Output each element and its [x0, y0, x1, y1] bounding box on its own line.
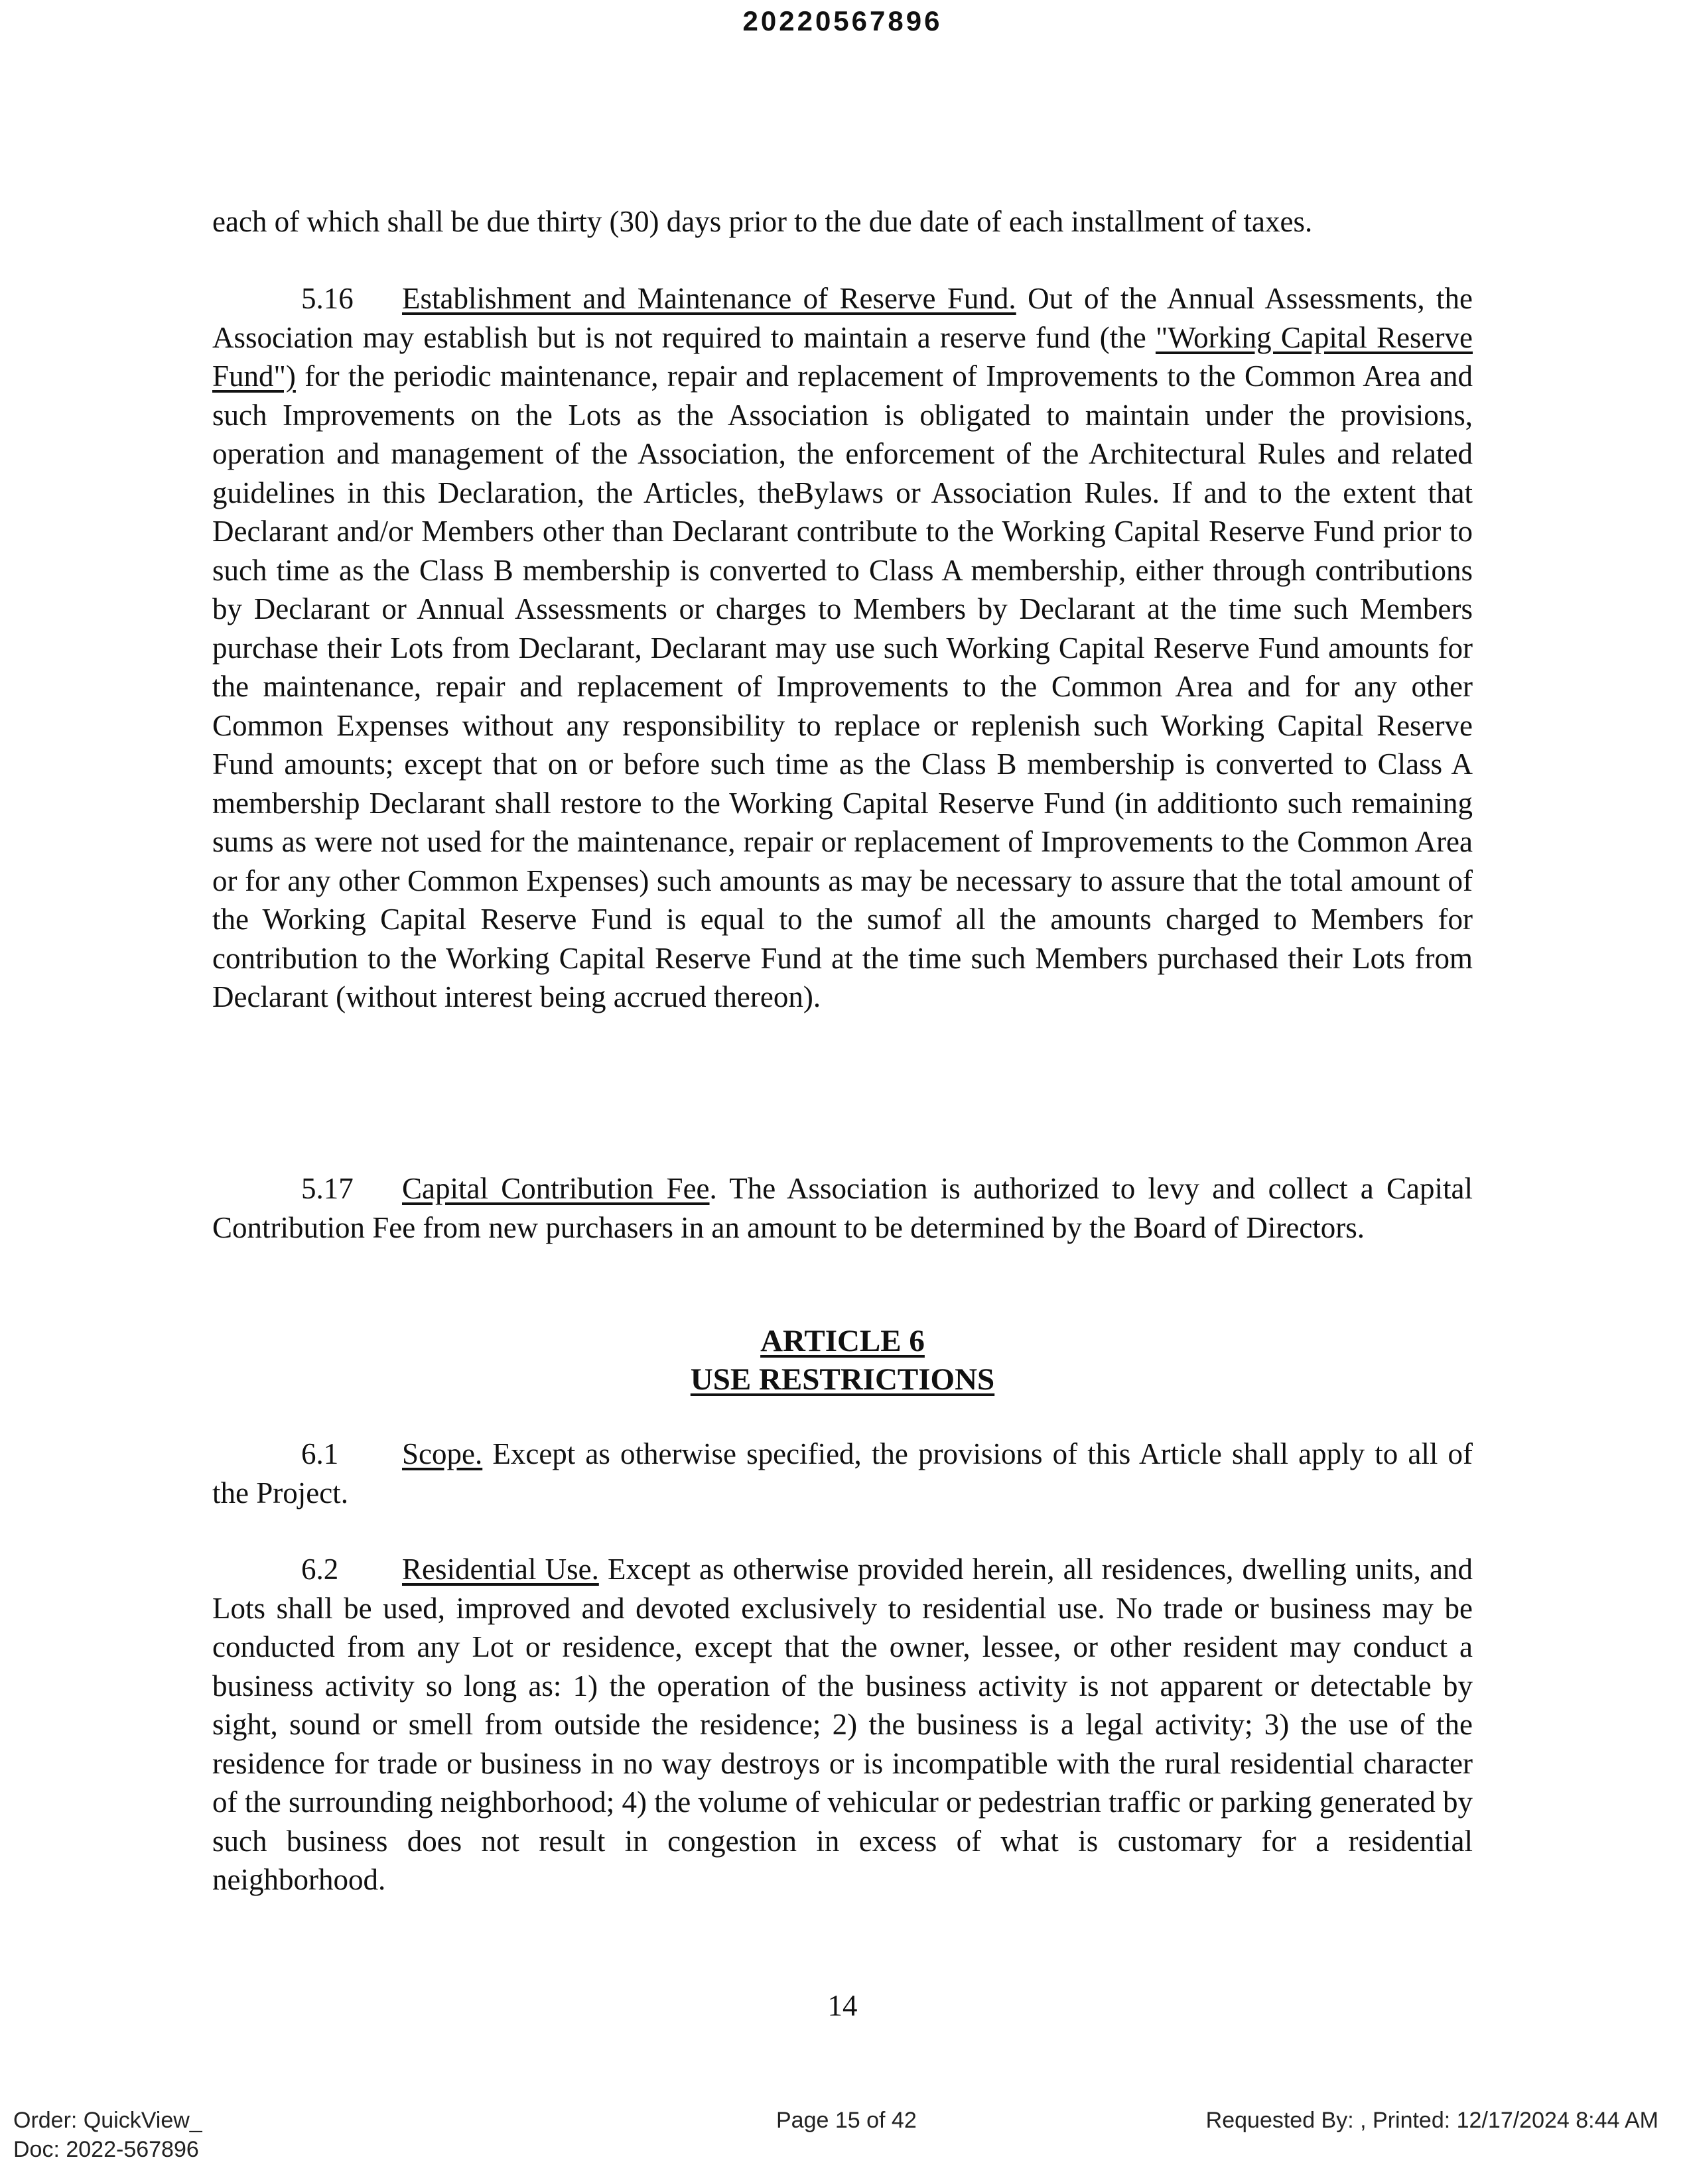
footer-doc: Doc: 2022-567896 [13, 2137, 199, 2162]
article-title: USE RESTRICTIONS [690, 1362, 995, 1397]
section-5-16 [212, 279, 1473, 1017]
footer-requested: Requested By: , Printed: 12/17/2024 8:44 AM [1205, 2108, 1658, 2133]
section-text: . The Association is authorized to levy and collect a Capital Contribution Fee from new purchasers in an amount to be determined by the Board of Directors. [212, 1172, 1473, 1244]
section-text-continued: for the periodic maintenance, repair and replacement of Improvements to the Common Area and such Improvements on the Lots as the Association is obligated to maintain under the provisions, operation and management of the Association, the enforcement of the Architectural Rules and related guidelines in this Declaration, the Articles, theBylaws or Association Rules. If and to the extent that Declarant and/or Members other than Declarant contribute to the Working Capital Reserve Fund prior to such time as the Class B membership is converted to Class A membership, either through contributions by Declarant or Annual Assessments or charges to Members by Declarant at the time such Members purchase their Lots from Declarant, Declarant may use such Working Capital Reserve Fund amounts for the maintenance, repair and replacement of Improvements to the Common Area and for any other Common Expenses without any responsibility to replace or replenish such Working Capital Reserve Fund amounts; except that on or before such time as the Class B membership is converted to Class A membership Declarant shall restore to the Working Capital Reserve Fund (in additionto such remaining sums as were not used for the maintenance, repair or replacement of Improvements to the Common Area or for any other Common Expenses) such amounts as may be necessary to assure that the total amount of the Working Capital Reserve Fund is equal to the sumof all the amounts charged to Members for contribution to the Working Capital Reserve Fund at the time such Members purchased their Lots from Declarant (without interest being accrued thereon). [212, 359, 1473, 1013]
section-5-17 [212, 1169, 1473, 1247]
section-number: 5.17 [301, 1172, 354, 1205]
section-title: Establishment and Maintenance of Reserve Fund. [402, 282, 1016, 315]
paragraph-continuation [212, 202, 1473, 241]
section-number: 5.16 [301, 282, 354, 315]
section-6-1 [212, 1435, 1473, 1512]
page-number: 14 [827, 1989, 858, 2022]
section-number: 6.2 [301, 1553, 339, 1586]
article-heading [0, 1322, 1685, 1399]
section-title: Residential Use. [402, 1553, 599, 1586]
section-text: Except as otherwise provided herein, all residences, dwelling units, and Lots shall be used, improved and devoted exclusively to residential use. No trade or business may be conducted from any Lot or residence, except that the owner, lessee, or other resident may conduct a business activity so long as: 1) the operation of the business activity is not apparent or detectable by sight, sound or smell from outside the residence; 2) the business is a legal activity; 3) the use of the residence for trade or business in no way destroys or is incompatible with the rural residential character of the surrounding neighborhood; 4) the volume of vehicular or pedestrian traffic or parking generated by such business does not result in congestion in excess of what is customary for a residential neighborhood. [212, 1553, 1473, 1896]
article-number: ARTICLE 6 [760, 1324, 925, 1358]
section-text: Except as otherwise specified, the provisions of this Article shall apply to all of the Project. [212, 1437, 1473, 1510]
section-6-2 [212, 1550, 1473, 1899]
continuation-text: each of which shall be due thirty (30) days prior to the due date of each installment of taxes. [212, 205, 1313, 238]
section-text: Out of the Annual Assessments, the Association may establish but is not required to maintain a reserve fund (the [212, 282, 1473, 354]
section-title: Scope. [402, 1437, 483, 1470]
footer-order: Order: QuickView_ [13, 2108, 202, 2133]
document-number: 20220567896 [742, 5, 943, 36]
footer-page: Page 15 of 42 [776, 2108, 917, 2133]
section-title: Capital Contribution Fee [402, 1172, 710, 1205]
defined-term: "Working Capital Reserve Fund") [212, 320, 1473, 393]
section-number: 6.1 [301, 1437, 339, 1470]
footer-left [13, 2106, 202, 2164]
